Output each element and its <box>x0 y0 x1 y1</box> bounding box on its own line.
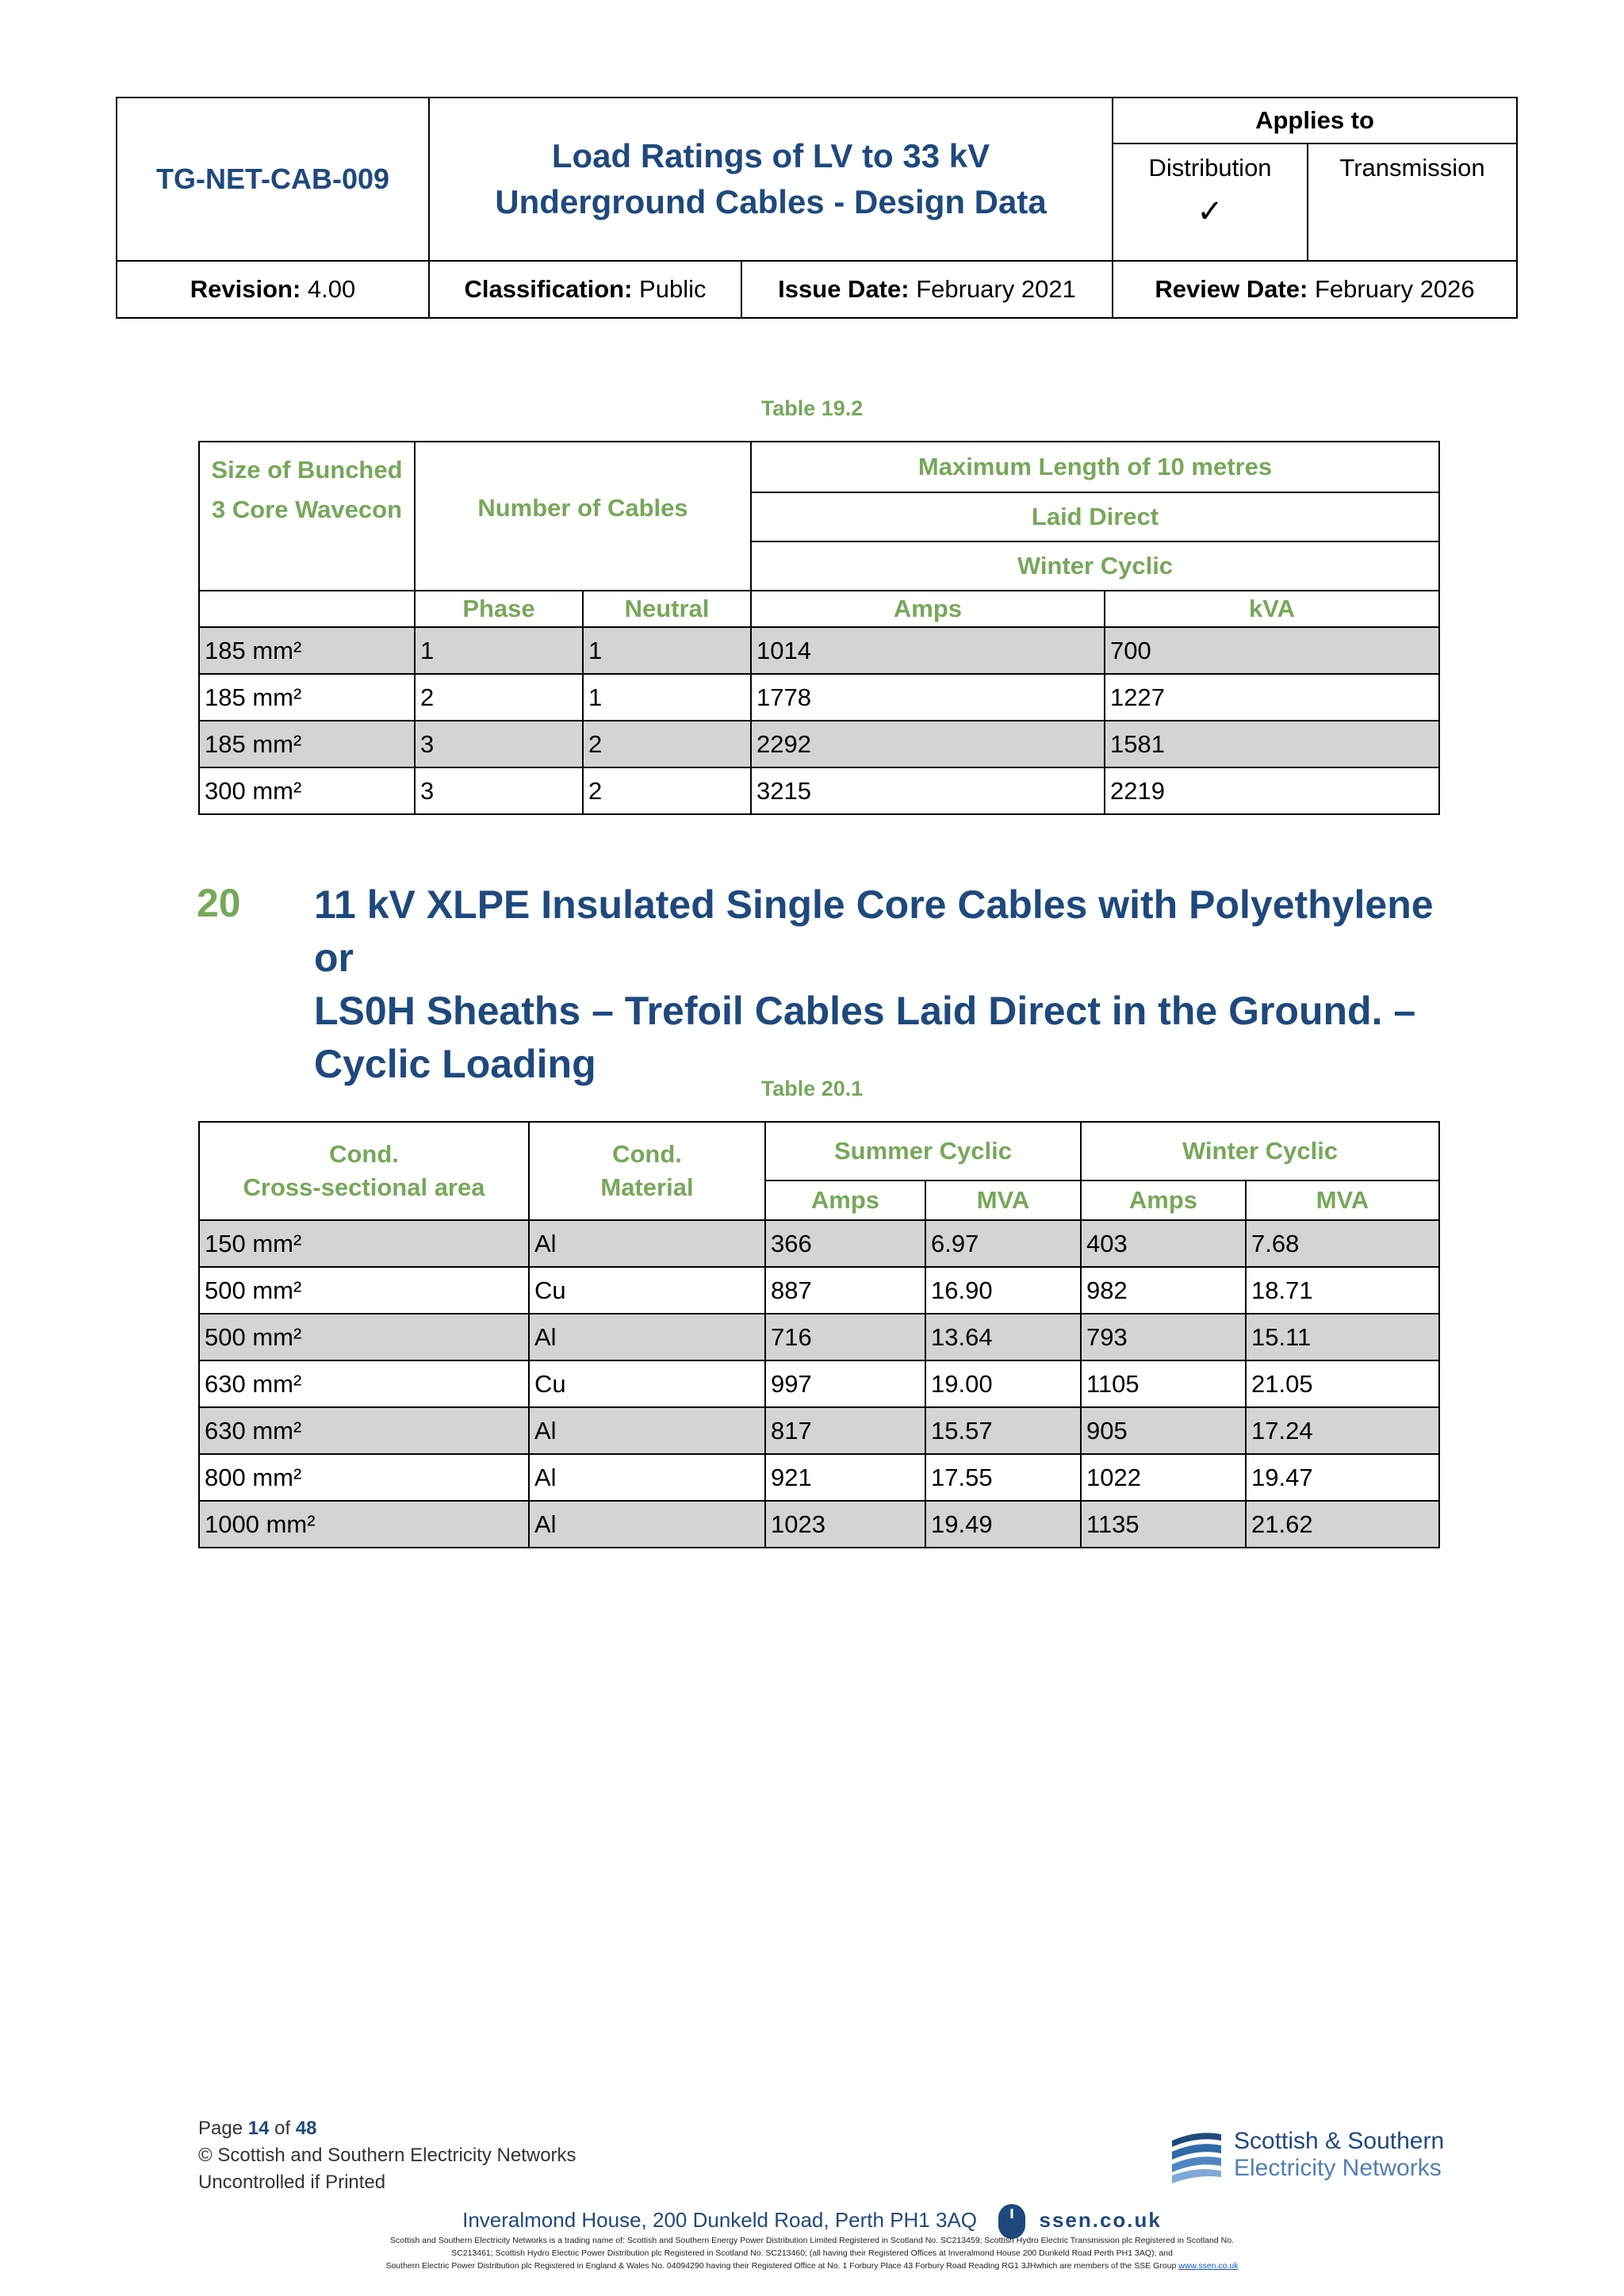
material-cell: Al <box>529 1314 765 1360</box>
winter-amps-cell: 982 <box>1081 1267 1246 1314</box>
area-header <box>199 1122 529 1220</box>
table-row <box>199 1220 1439 1267</box>
amps-cell: 1014 <box>751 627 1105 674</box>
area-cell: 500 mm² <box>199 1314 529 1360</box>
area-header-line1: Cond. <box>329 1140 399 1168</box>
table-20-1-caption: Table 20.1 <box>760 1077 864 1100</box>
summer-amps-cell: 817 <box>765 1407 925 1454</box>
summer-mva-cell: 16.90 <box>925 1267 1081 1314</box>
copyright: © Scottish and Southern Electricity Networks <box>198 2145 576 2166</box>
amps-cell: 3215 <box>751 767 1105 814</box>
table-row <box>199 721 1439 767</box>
table-19-2 <box>198 441 1440 815</box>
table-row <box>199 627 1439 674</box>
legal-line3-wrap <box>293 2260 1331 2272</box>
revision-label: Revision: <box>190 275 301 303</box>
page-current: 14 <box>247 2118 270 2139</box>
table-row <box>199 1407 1439 1454</box>
summer-amps-cell: 1023 <box>765 1501 925 1548</box>
summer-cyclic-header: Summer Cyclic <box>765 1122 1081 1181</box>
winter-amps-cell: 793 <box>1081 1314 1246 1360</box>
size-header-line2: 3 Core Wavecon <box>211 496 403 523</box>
table-row <box>199 1360 1439 1407</box>
size-cell: 300 mm² <box>199 767 415 814</box>
size-header-spacer <box>199 591 415 627</box>
ssen-logo-icon <box>1166 2126 1226 2187</box>
page-prefix: Page <box>198 2118 243 2139</box>
revision-cell <box>117 261 429 318</box>
summer-amps-cell: 921 <box>765 1454 925 1501</box>
website-link[interactable]: ssen.co.uk <box>1039 2207 1162 2232</box>
issue-date-value: February 2021 <box>916 275 1076 303</box>
area-cell: 800 mm² <box>199 1454 529 1501</box>
summer-amps-header: Amps <box>765 1181 925 1220</box>
legal-line3: Southern Electric Power Distribution plc Registered in England & Wales No. 04094290 having their Registered Office at No. 1 Forbury Place 43 Forbury Road Reading RG1 3JHwhich are members of the SSE Group <box>385 2261 1177 2271</box>
summer-mva-cell: 19.49 <box>925 1501 1081 1548</box>
address-text: Inveralmond House, 200 Dunkeld Road, Perth PH1 3AQ <box>462 2207 978 2232</box>
summer-mva-cell: 17.55 <box>925 1454 1081 1501</box>
winter-cyclic-header: Winter Cyclic <box>751 541 1439 591</box>
doc-title <box>429 98 1113 261</box>
table-row <box>199 1267 1439 1314</box>
neutral-cell: 2 <box>583 721 751 767</box>
legal-website-link[interactable]: www.ssen.co.uk <box>1178 2261 1239 2271</box>
doc-code: TG-NET-CAB-009 <box>117 98 429 261</box>
material-cell: Al <box>529 1220 765 1267</box>
table-row <box>199 1314 1439 1360</box>
section-title-line1: 11 kV XLPE Insulated Single Core Cables with Polyethylene or <box>314 882 1434 980</box>
table-20-1 <box>198 1121 1440 1548</box>
material-header <box>529 1122 765 1220</box>
page-total: 48 <box>295 2118 317 2139</box>
summer-amps-cell: 997 <box>765 1360 925 1407</box>
classification-label: Classification: <box>464 275 633 303</box>
kva-header: kVA <box>1105 591 1439 627</box>
review-date-value: February 2026 <box>1315 275 1475 303</box>
winter-amps-cell: 1135 <box>1081 1501 1246 1548</box>
review-date-label: Review Date: <box>1155 275 1308 303</box>
doc-title-line1: Load Ratings of LV to 33 kV <box>551 137 990 174</box>
material-cell: Al <box>529 1454 765 1501</box>
winter-amps-cell: 403 <box>1081 1220 1246 1267</box>
document-header <box>116 97 1518 319</box>
table-row <box>199 674 1439 721</box>
table-row <box>199 1501 1439 1548</box>
summer-amps-cell: 887 <box>765 1267 925 1314</box>
winter-cyclic-header: Winter Cyclic <box>1081 1122 1439 1181</box>
applies-to-label: Applies to <box>1113 98 1517 144</box>
winter-amps-cell: 1022 <box>1081 1454 1246 1501</box>
review-date-cell <box>1113 261 1517 318</box>
laid-direct-header: Laid Direct <box>751 492 1439 541</box>
neutral-cell: 2 <box>583 767 751 814</box>
winter-amps-cell: 905 <box>1081 1407 1246 1454</box>
material-header-line2: Material <box>600 1173 694 1201</box>
doc-title-line2: Underground Cables - Design Data <box>495 183 1047 220</box>
area-cell: 630 mm² <box>199 1360 529 1407</box>
max-length-header: Maximum Length of 10 metres <box>751 442 1439 492</box>
ssen-logo <box>1166 2125 1451 2188</box>
winter-amps-header: Amps <box>1081 1181 1246 1220</box>
page-of: of <box>274 2118 291 2139</box>
section-title <box>314 878 1464 1091</box>
table-row <box>199 767 1439 814</box>
footer-info <box>198 2115 576 2196</box>
legal-line1: Scottish and Southern Electricity Networks is a trading name of: Scottish and Southern Energy Power Distribution Limited Registered in Scotland No. SC213459; Scottish Hydro Electric Transmission plc Registered in Scotland No. <box>390 2236 1234 2245</box>
logo-line2: Electricity Networks <box>1234 2155 1442 2181</box>
winter-mva-cell: 18.71 <box>1246 1267 1439 1314</box>
phase-cell: 3 <box>415 767 583 814</box>
winter-mva-cell: 21.05 <box>1246 1360 1439 1407</box>
phase-cell: 2 <box>415 674 583 721</box>
kva-cell: 2219 <box>1105 767 1439 814</box>
size-cell: 185 mm² <box>199 721 415 767</box>
classification-value: Public <box>639 275 707 303</box>
issue-date-label: Issue Date: <box>778 275 910 303</box>
page-number <box>198 2115 576 2142</box>
legal-line2: SC213461; Scottish Hydro Electric Power Distribution plc Registered in Scotland No. SC213460; (all having their Registered Offices at Inveralmond House 200 Dunkeld Road Perth PH1 3AQ); and <box>451 2248 1173 2258</box>
kva-cell: 1227 <box>1105 674 1439 721</box>
amps-cell: 2292 <box>751 721 1105 767</box>
classification-cell <box>429 261 741 318</box>
size-cell: 185 mm² <box>199 627 415 674</box>
area-header-line2: Cross-sectional area <box>243 1173 485 1201</box>
phase-cell: 3 <box>415 721 583 767</box>
material-cell: Cu <box>529 1267 765 1314</box>
area-cell: 150 mm² <box>199 1220 529 1267</box>
winter-mva-cell: 15.11 <box>1246 1314 1439 1360</box>
kva-cell: 1581 <box>1105 721 1439 767</box>
logo-line1: Scottish & Southern <box>1234 2128 1445 2154</box>
cables-header: Number of Cables <box>415 442 751 591</box>
winter-mva-cell: 17.24 <box>1246 1407 1439 1454</box>
distribution-cell <box>1113 144 1308 261</box>
size-header <box>199 442 415 591</box>
section-title-line2: LS0H Sheaths – Trefoil Cables Laid Direct in the Ground. – <box>314 989 1416 1033</box>
material-cell: Al <box>529 1501 765 1548</box>
legal-notice <box>293 2234 1331 2272</box>
material-cell: Al <box>529 1407 765 1454</box>
table-row <box>199 1454 1439 1501</box>
size-header-line1: Size of Bunched <box>211 456 403 484</box>
amps-cell: 1778 <box>751 674 1105 721</box>
distribution-label: Distribution <box>1148 154 1272 182</box>
material-header-line1: Cond. <box>612 1140 682 1168</box>
phase-cell: 1 <box>415 627 583 674</box>
area-cell: 500 mm² <box>199 1267 529 1314</box>
logo-text <box>1234 2128 1444 2182</box>
issue-date-cell <box>741 261 1113 318</box>
phase-header: Phase <box>415 591 583 627</box>
summer-amps-cell: 716 <box>765 1314 925 1360</box>
summer-mva-cell: 6.97 <box>925 1220 1081 1267</box>
section-title-line3: Cyclic Loading <box>314 1042 596 1086</box>
area-cell: 1000 mm² <box>199 1501 529 1548</box>
uncontrolled-notice: Uncontrolled if Printed <box>198 2172 386 2193</box>
winter-mva-header: MVA <box>1246 1181 1439 1220</box>
summer-mva-cell: 15.57 <box>925 1407 1081 1454</box>
neutral-cell: 1 <box>583 674 751 721</box>
winter-amps-cell: 1105 <box>1081 1360 1246 1407</box>
check-icon: ✓ <box>1197 194 1224 229</box>
amps-header: Amps <box>751 591 1105 627</box>
size-cell: 185 mm² <box>199 674 415 721</box>
winter-mva-cell: 7.68 <box>1246 1220 1439 1267</box>
transmission-label: Transmission <box>1308 144 1517 261</box>
winter-mva-cell: 21.62 <box>1246 1501 1439 1548</box>
area-cell: 630 mm² <box>199 1407 529 1454</box>
winter-mva-cell: 19.47 <box>1246 1454 1439 1501</box>
summer-mva-header: MVA <box>925 1181 1081 1220</box>
summer-mva-cell: 19.00 <box>925 1360 1081 1407</box>
summer-mva-cell: 13.64 <box>925 1314 1081 1360</box>
table-19-2-caption: Table 19.2 <box>760 396 864 420</box>
revision-value: 4.00 <box>307 275 356 303</box>
section-number: 20 <box>197 881 241 925</box>
neutral-cell: 1 <box>583 627 751 674</box>
kva-cell: 700 <box>1105 627 1439 674</box>
material-cell: Cu <box>529 1360 765 1407</box>
neutral-header: Neutral <box>583 591 751 627</box>
summer-amps-cell: 366 <box>765 1220 925 1267</box>
